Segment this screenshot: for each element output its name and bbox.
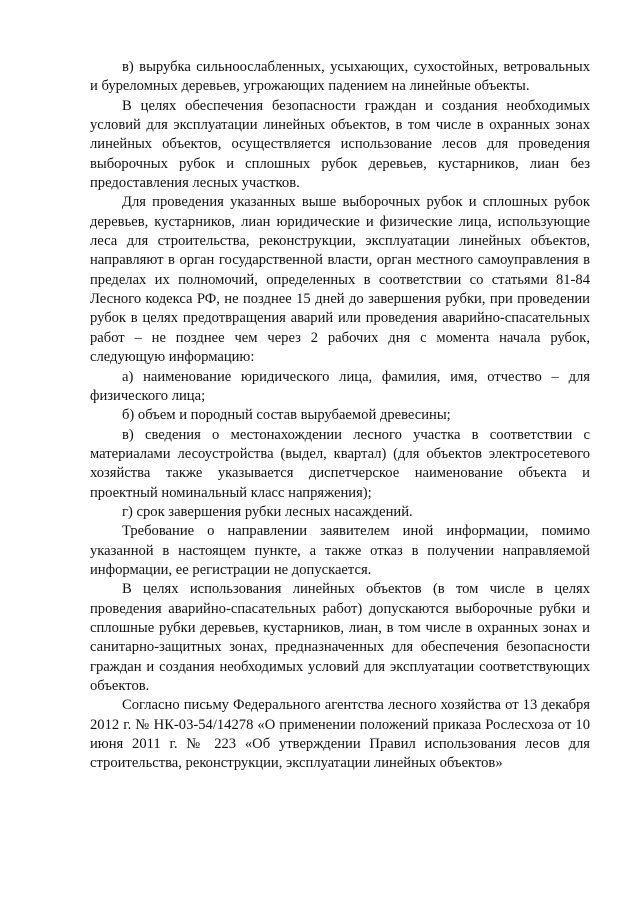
document-page: [90, 58, 590, 774]
paragraph-notification-requirement: Для проведения указанных выше выборочных рубок и сплошных рубок деревьев, кустарников, лиан юридические и физические лица, использующие леса для строительства, реконструкции, эксплуатации линейных объектов, направляют в орган государственной власти, орган местного самоуправления в пределах их полномочий, определенных в соответствии со статьями 81-84 Лесного кодекса РФ, не позднее 15 дней до завершения рубки, при проведении рубок в целях предотвращения аварий или проведения аварийно-спасательных работ – не позднее чем через 2 рабочих дня с момента начала рубок, следующую информацию:: [90, 194, 590, 366]
paragraph-info-item-g: г) срок завершения рубки лесных насаждений.: [122, 503, 413, 520]
paragraph-info-item-b: б) объем и породный состав вырубаемой древесины;: [122, 407, 451, 424]
paragraph-rosleskhoz-letter: Согласно письму Федерального агентства лесного хозяйства от 13 декабря 2012 г. № НК-03-54/14278 «О применении положений приказа Рослесхоза от 10 июня 2011 г. № 223 «Об утверждении Правил использования лесов для строительства, реконструкции, эксплуатации линейных объектов»: [90, 697, 590, 772]
paragraph-safety-purpose: В целях обеспечения безопасности граждан и создания необходимых условий для эксплуатации линейных объектов, в том числе в охранных зонах линейных объектов, осуществляется использование лесов для проведения выборочных рубок и сплошных рубок деревьев, кустарников, лиан без предоставления лесных участков.: [90, 97, 590, 192]
paragraph-no-extra-info: Требование о направлении заявителем иной информации, помимо указанной в настоящем пункте, а также отказ в получении направляемой информации, ее регистрации не допускается.: [90, 523, 590, 578]
paragraph-felling-item-v: в) вырубка сильноослабленных, усыхающих, сухостойных, ветровальных и буреломных деревьев, угрожающих падением на линейные объекты.: [90, 59, 590, 95]
paragraph-usage-purpose: В целях использования линейных объектов (в том числе в целях проведения аварийно-спасательных работ) допускаются выборочные рубки и сплошные рубки деревьев, кустарников, лиан, в том числе в охранных зонах и санитарно-защитных зонах, предназначенных для обеспечения безопасности граждан и создания необходимых условий для эксплуатации соответствующих объектов.: [90, 581, 590, 694]
paragraph-info-item-a: а) наименование юридического лица, фамилия, имя, отчество – для физического лица;: [90, 368, 590, 404]
paragraph-info-item-v: в) сведения о местонахождении лесного участка в соответствии с материалами лесоустройства (выдел, квартал) (для объектов электросетевого хозяйства также указывается диспетчерское наименование объекта и проектный номинальный класс напряжения);: [90, 426, 590, 501]
